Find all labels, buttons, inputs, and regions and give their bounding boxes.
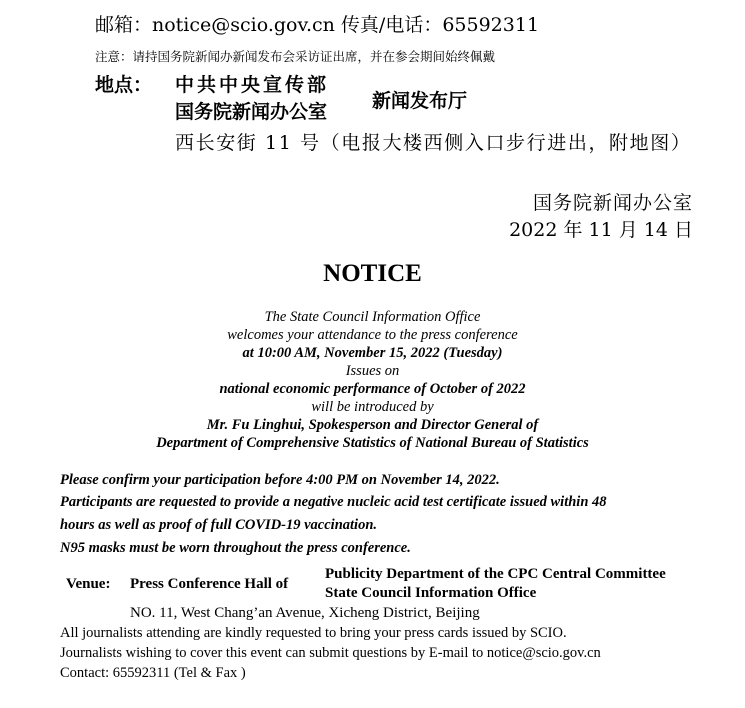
notice-title: NOTICE bbox=[323, 260, 422, 287]
venue-hall: Press Conference Hall of bbox=[130, 576, 289, 592]
notice-line-issues-on: Issues on bbox=[345, 363, 400, 379]
cn-venue-org1: 中共中央宣传部 bbox=[175, 74, 330, 96]
notice-line-welcome: welcomes your attendance to the press conference bbox=[227, 327, 518, 343]
venue-org2: State Council Information Office bbox=[325, 585, 537, 601]
notice-line-introduced-by: will be introduced by bbox=[311, 399, 434, 415]
cn-email-line: 邮箱：notice@scio.gov.cn 传真/电话：65592311 bbox=[95, 14, 540, 36]
requirement-test-certificate: Participants are requested to provide a negative nucleic acid test certificate issued within 48 bbox=[60, 494, 607, 510]
cn-issuer: 国务院新闻办公室 bbox=[532, 192, 693, 214]
notice-line-speaker: Mr. Fu Linghui, Spokesperson and Director General of bbox=[206, 417, 539, 433]
notice-line-department: Department of Comprehensive Statistics of National Bureau of Statistics bbox=[156, 435, 589, 451]
venue-org1: Publicity Department of the CPC Central Committee bbox=[325, 566, 666, 582]
email-link[interactable]: notice@scio.gov.cn bbox=[486, 645, 601, 661]
requirement-vaccination: hours as well as proof of full COVID-19 vaccination. bbox=[60, 517, 378, 533]
venue-label: Venue: bbox=[66, 576, 111, 592]
notice-line-organizer: The State Council Information Office bbox=[264, 309, 481, 325]
cn-venue-org2: 国务院新闻办公室 bbox=[175, 101, 328, 123]
venue-address: NO. 11, West Chang’an Avenue, Xicheng District, Beijing bbox=[130, 605, 480, 621]
footer-press-card: All journalists attending are kindly requested to bring your press cards issued by SCIO. bbox=[60, 625, 567, 641]
footer-questions bbox=[60, 645, 601, 662]
cn-attendance-note: 注意：请持国务院新闻办新闻发布会采访证出席，并在参会期间始终佩戴 bbox=[95, 49, 496, 64]
notice-line-time: at 10:00 AM, November 15, 2022 (Tuesday) bbox=[242, 345, 503, 361]
footer-contact: Contact: 65592311 (Tel & Fax ) bbox=[60, 665, 246, 681]
requirement-masks: N95 masks must be worn throughout the press conference. bbox=[60, 540, 411, 556]
cn-venue-label: 地点： bbox=[95, 74, 153, 96]
footer-questions-text: Journalists wishing to cover this event can submit questions by E-mail to bbox=[60, 645, 487, 661]
cn-venue-address: 西长安街 11 号（电报大楼西侧入口步行进出，附地图） bbox=[175, 132, 692, 154]
cn-venue-hall: 新闻发布厅 bbox=[372, 90, 468, 112]
requirement-confirm: Please confirm your participation before 4:00 PM on November 14, 2022. bbox=[60, 472, 500, 488]
notice-line-topic: national economic performance of October of 2022 bbox=[219, 381, 526, 397]
cn-date: 2022 年 11 月 14 日 bbox=[509, 219, 693, 241]
